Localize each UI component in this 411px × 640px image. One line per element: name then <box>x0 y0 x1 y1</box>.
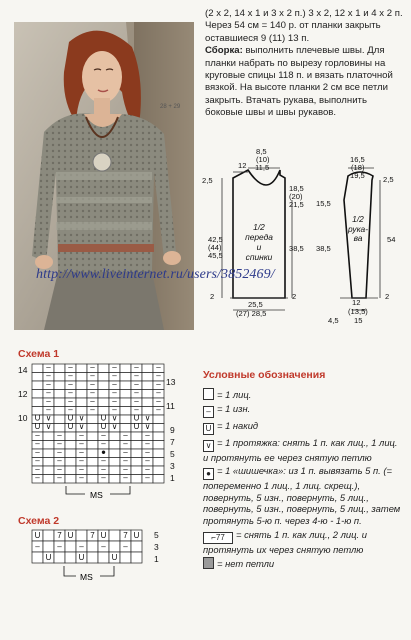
stitch-symbol: U <box>78 553 85 562</box>
stitch-symbol: – <box>57 439 62 448</box>
m-42-5: 42,5 <box>208 235 223 244</box>
m-8-5: 8,5 <box>256 147 267 156</box>
m-10: (10) <box>256 155 270 164</box>
stitch-symbol: – <box>156 405 161 414</box>
grid-cell <box>87 475 98 484</box>
stitch-symbol: – <box>90 362 95 372</box>
sleeve-label-1: 1/2 <box>352 214 364 224</box>
grid-cell <box>32 552 43 563</box>
stitch-symbol: – <box>123 464 128 474</box>
stitch-symbol: U <box>67 422 74 431</box>
legend-item-yarnover: U = 1 накид <box>203 420 403 435</box>
stitch-symbol: – <box>68 396 73 406</box>
stitch-symbol: – <box>101 430 106 440</box>
s1-row-13: 13 <box>166 377 176 387</box>
grid-cell <box>32 373 43 382</box>
grid-cell <box>153 415 164 424</box>
stitch-symbol: U <box>67 413 74 423</box>
grid-cell <box>109 466 120 475</box>
stitch-symbol: – <box>145 439 150 448</box>
stitch-symbol: – <box>90 396 95 406</box>
grid-cell <box>98 390 109 399</box>
grid-cell <box>131 552 142 563</box>
grid-cell <box>43 530 54 541</box>
stitch-symbol: – <box>101 464 106 474</box>
m-13-5: (13,5) <box>348 307 368 316</box>
stitch-symbol: – <box>156 362 161 372</box>
grid-cell <box>76 364 87 373</box>
grid-cell <box>54 398 65 407</box>
grid-cell <box>131 541 142 552</box>
grid-cell <box>32 364 43 373</box>
m-20: (20) <box>289 192 303 201</box>
grid-cell <box>54 373 65 382</box>
model-photo <box>14 22 194 330</box>
stitch-symbol: – <box>112 388 117 397</box>
stitch-symbol: – <box>134 362 139 372</box>
grid-cell <box>76 381 87 390</box>
grid-cell <box>43 432 54 441</box>
grid-cell <box>120 407 131 416</box>
grid-cell <box>120 364 131 373</box>
s2-ms-label: MS <box>80 572 93 582</box>
legend-title: Условные обозначения <box>203 369 326 381</box>
m-2c: 2 <box>385 292 390 301</box>
grid-cell <box>87 415 98 424</box>
stitch-symbol: – <box>123 456 128 465</box>
s1-row-5: 5 <box>170 449 175 459</box>
stitch-symbol: – <box>46 405 51 414</box>
stitch-symbol: – <box>35 430 40 440</box>
stitch-symbol: U <box>34 422 41 431</box>
stitch-symbol: – <box>68 371 73 380</box>
grid-cell <box>120 415 131 424</box>
grid-cell <box>76 530 87 541</box>
stitch-symbol: – <box>57 456 62 465</box>
grid-cell <box>54 407 65 416</box>
grid-cell <box>153 475 164 484</box>
stitch-symbol: U <box>133 422 140 431</box>
stitch-symbol: ∨ <box>45 413 52 423</box>
grid-cell <box>109 432 120 441</box>
sleeve-label-3: ва <box>353 233 363 243</box>
stitch-symbol: – <box>134 405 139 414</box>
grid-cell <box>153 466 164 475</box>
stitch-symbol: – <box>46 362 51 372</box>
m-2a: 2 <box>210 292 215 301</box>
grid-cell <box>65 432 76 441</box>
grid-cell <box>43 475 54 484</box>
stitch-symbol: – <box>145 473 150 482</box>
stitch-symbol: – <box>35 456 40 465</box>
grid-cell <box>87 552 98 563</box>
stitch-symbol: ∨ <box>111 413 118 423</box>
s1-row-12: 12 <box>18 389 28 399</box>
s2-row-3: 3 <box>154 542 159 552</box>
stitch-symbol: 7 <box>57 531 62 540</box>
grid-cell <box>65 441 76 450</box>
stitch-symbol: – <box>101 542 106 551</box>
grid-cell <box>87 441 98 450</box>
stitch-symbol: – <box>123 447 128 457</box>
grid-cell <box>32 390 43 399</box>
grid-cell <box>142 398 153 407</box>
stitch-symbol: – <box>145 430 150 440</box>
grid-cell <box>87 458 98 467</box>
stitch-symbol: 7 <box>123 531 128 540</box>
front-label-1: 1/2 <box>253 222 265 232</box>
stitch-symbol: – <box>156 379 161 389</box>
intro-paragraph: (2 х 2, 14 х 1 и 3 х 2 п.) 3 х 2, 12 х 1 и 4 х 2 п. Через 54 см = 140 р. от планки закрыть оставшиеся 9 (11) 13 п. <box>205 8 403 44</box>
grid-cell <box>109 449 120 458</box>
stitch-symbol: – <box>46 371 51 380</box>
stitch-symbol: – <box>101 456 106 465</box>
grid-cell <box>109 530 120 541</box>
stitch-symbol: – <box>90 388 95 397</box>
grid-cell <box>98 398 109 407</box>
purl-symbol: – <box>203 406 214 418</box>
s1-row-3: 3 <box>170 461 175 471</box>
stitch-symbol: – <box>123 542 128 551</box>
scheme2-title: Схема 2 <box>18 515 60 527</box>
grid-cell <box>131 432 142 441</box>
grid-cell <box>87 449 98 458</box>
stitch-symbol: ∨ <box>144 422 151 431</box>
stitch-symbol: – <box>145 447 150 457</box>
grid-cell <box>153 449 164 458</box>
stitch-symbol: U <box>133 531 140 540</box>
m-44: (44) <box>208 243 222 252</box>
m-38-5b: 38,5 <box>316 244 331 253</box>
m-18: (18) <box>351 163 365 172</box>
s1-row-11: 11 <box>166 401 175 411</box>
stitch-symbol: – <box>123 439 128 448</box>
grid-cell <box>87 541 98 552</box>
stitch-symbol: – <box>57 447 62 457</box>
stitch-symbol: – <box>156 371 161 380</box>
stitch-symbol: – <box>112 396 117 406</box>
grid-cell <box>131 458 142 467</box>
stitch-symbol: – <box>68 388 73 397</box>
stitch-symbol: – <box>68 405 73 414</box>
no-stitch-symbol <box>203 557 214 569</box>
grid-cell <box>87 466 98 475</box>
m-4-5: 4,5 <box>328 316 339 325</box>
grid-cell <box>131 475 142 484</box>
grid-cell <box>65 458 76 467</box>
watermark-url[interactable]: http://www.liveinternet.ru/users/3852469/ <box>36 267 275 282</box>
assembly-text: выполнить плечевые швы. Для планки набрать по вырезу горловины на круговые спицы 118 п. и вязать платочной вязкой. На высоте планки 2 см все петли закрыть. Втачать рукава, выполнить боковые швы и швы рукавов. <box>205 45 393 119</box>
grid-cell <box>120 390 131 399</box>
stitch-symbol: – <box>101 473 106 482</box>
stitch-symbol: – <box>57 430 62 440</box>
stitch-symbol: – <box>35 447 40 457</box>
stitch-symbol: ∨ <box>78 413 85 423</box>
grid-cell <box>98 373 109 382</box>
stitch-symbol: – <box>79 430 84 440</box>
stitch-symbol: ∨ <box>78 422 85 431</box>
legend-item-ssk: ∨ = 1 протяжка: снять 1 п. как лиц., 1 лиц. и протянуть ее через снятую петлю <box>203 436 398 463</box>
stitch-symbol: – <box>57 464 62 474</box>
grid-cell <box>43 541 54 552</box>
stitch-symbol: – <box>134 388 139 397</box>
assembly-paragraph <box>205 45 403 119</box>
grid-cell <box>54 552 65 563</box>
grid-cell <box>43 466 54 475</box>
grid-cell <box>131 449 142 458</box>
grid-cell <box>120 552 131 563</box>
front-label-2: переда <box>245 232 273 242</box>
grid-cell <box>131 466 142 475</box>
stitch-symbol: – <box>90 379 95 389</box>
grid-cell <box>65 449 76 458</box>
m-15: 15 <box>354 316 363 325</box>
grid-cell <box>87 432 98 441</box>
grid-cell <box>109 441 120 450</box>
sk2p-symbol: ⌐77 <box>203 532 233 544</box>
grid-cell <box>109 475 120 484</box>
stitch-symbol: – <box>90 405 95 414</box>
stitch-symbol: – <box>46 379 51 389</box>
front-label-4: спинки <box>245 252 273 262</box>
legend-item-purl: – = 1 изн. <box>203 403 403 418</box>
stitch-symbol: – <box>68 362 73 372</box>
stitch-symbol: U <box>34 413 41 423</box>
grid-cell <box>142 390 153 399</box>
grid-cell <box>65 475 76 484</box>
grid-cell <box>120 398 131 407</box>
grid-cell <box>54 415 65 424</box>
m-25-5: 25,5 <box>248 300 263 309</box>
stitch-symbol: U <box>45 553 52 562</box>
grid-cell <box>142 364 153 373</box>
stitch-symbol: – <box>145 456 150 465</box>
grid-cell <box>153 432 164 441</box>
stitch-symbol: ● <box>101 447 106 457</box>
legend-item-knit: = 1 лиц. <box>203 388 403 401</box>
stitch-symbol: – <box>79 542 84 551</box>
grid-cell <box>87 424 98 433</box>
photo-illustration <box>14 22 194 330</box>
stitch-symbol: – <box>156 396 161 406</box>
stitch-symbol: – <box>101 439 106 448</box>
m-38-5a: 38,5 <box>289 244 304 253</box>
scheme2-chart <box>14 528 184 590</box>
stitch-symbol: – <box>79 447 84 457</box>
grid-cell <box>98 381 109 390</box>
stitch-symbol: – <box>35 542 40 551</box>
grid-cell <box>76 390 87 399</box>
legend-item-no-stitch: = нет петли <box>203 557 403 570</box>
instructions-text <box>205 8 403 120</box>
stitch-symbol: ∨ <box>45 422 52 431</box>
grid-cell <box>43 449 54 458</box>
legend-list <box>203 388 403 570</box>
m-15-5: 15,5 <box>316 199 331 208</box>
scheme1-chart <box>14 362 184 504</box>
stitch-symbol: – <box>112 379 117 389</box>
stitch-symbol: – <box>134 396 139 406</box>
grid-cell <box>54 364 65 373</box>
stitch-symbol: – <box>134 371 139 380</box>
grid-cell <box>98 364 109 373</box>
stitch-symbol: – <box>79 464 84 474</box>
photo-label: 28 + 29 <box>160 104 181 110</box>
stitch-symbol: – <box>123 473 128 482</box>
m-12s: 12 <box>352 298 361 307</box>
stitch-symbol: – <box>112 362 117 372</box>
grid-cell <box>43 441 54 450</box>
grid-cell <box>142 373 153 382</box>
m-45-5: 45,5 <box>208 251 223 260</box>
grid-cell <box>120 381 131 390</box>
sleeve-label-2: рука- <box>348 224 368 234</box>
stitch-symbol: U <box>100 531 107 540</box>
legend-item-bobble: ● = 1 «шишечка»: из 1 п. вывязать 5 п. (= попеременно 1 лиц., 1 лиц. скрещ.), повернуть, 5 изн., повернуть, 5 лиц., повернуть, 5 изн., повернуть, 5 лиц., затем протянуть 5-ю п. через 4-ю - 1-ю п. <box>203 465 401 526</box>
grid-cell <box>32 381 43 390</box>
scheme1-title: Схема 1 <box>18 348 60 360</box>
stitch-symbol: – <box>112 405 117 414</box>
grid-cell <box>153 458 164 467</box>
grid-cell <box>54 390 65 399</box>
s2-row-1: 1 <box>154 554 159 564</box>
s1-row-9: 9 <box>170 425 175 435</box>
s1-row-14: 14 <box>18 365 28 375</box>
grid-cell <box>65 552 76 563</box>
stitch-symbol: – <box>123 430 128 440</box>
stitch-symbol: – <box>68 379 73 389</box>
m-19-5: 19,5 <box>350 171 365 180</box>
s2-row-5: 5 <box>154 530 159 540</box>
stitch-symbol: U <box>111 553 118 562</box>
m-18-5: 18,5 <box>289 184 304 193</box>
grid-cell <box>76 373 87 382</box>
stitch-symbol: – <box>35 473 40 482</box>
grid-cell <box>54 381 65 390</box>
s1-row-10: 10 <box>18 413 28 423</box>
stitch-symbol: 7 <box>90 531 95 540</box>
stitch-symbol: U <box>133 413 140 423</box>
grid-cell <box>98 552 109 563</box>
grid-cell <box>120 373 131 382</box>
m-27-28: (27) 28,5 <box>236 309 267 318</box>
stitch-symbol: – <box>156 388 161 397</box>
front-label-3: и <box>256 242 262 252</box>
stitch-symbol: – <box>46 396 51 406</box>
grid-cell <box>65 466 76 475</box>
grid-cell <box>153 441 164 450</box>
stitch-symbol: U <box>100 422 107 431</box>
m-2-5a: 2,5 <box>202 176 213 185</box>
yarnover-symbol: U <box>203 423 214 435</box>
stitch-symbol: – <box>79 473 84 482</box>
bobble-symbol: ● <box>203 468 214 480</box>
knit-symbol <box>203 388 214 400</box>
stitch-symbol: – <box>134 379 139 389</box>
m-12: 12 <box>238 161 247 170</box>
stitch-symbol: – <box>35 439 40 448</box>
stitch-symbol: – <box>79 439 84 448</box>
grid-cell <box>109 541 120 552</box>
stitch-symbol: – <box>57 473 62 482</box>
grid-cell <box>43 458 54 467</box>
grid-cell <box>131 441 142 450</box>
stitch-symbol: ∨ <box>111 422 118 431</box>
m-11-5: 11,5 <box>255 163 270 172</box>
m-21-5: 21,5 <box>289 200 304 209</box>
stitch-symbol: U <box>100 413 107 423</box>
stitch-symbol: – <box>90 371 95 380</box>
m-2b: 2 <box>292 292 297 301</box>
pattern-schematic <box>200 140 411 335</box>
m-54: 54 <box>387 235 396 244</box>
grid-cell <box>153 424 164 433</box>
s1-ms-label: MS <box>90 490 103 500</box>
stitch-symbol: – <box>35 464 40 474</box>
m-16-5: 16,5 <box>350 155 365 164</box>
grid-cell <box>109 458 120 467</box>
grid-cell <box>65 541 76 552</box>
ssk-symbol: ∨ <box>203 440 214 452</box>
assembly-heading: Сборка: <box>205 45 243 57</box>
stitch-symbol: ∨ <box>144 413 151 423</box>
grid-cell <box>32 398 43 407</box>
stitch-symbol: U <box>34 531 41 540</box>
m-2-5b: 2,5 <box>383 175 394 184</box>
grid-cell <box>76 398 87 407</box>
s1-row-1: 1 <box>170 473 175 483</box>
stitch-symbol: – <box>57 542 62 551</box>
stitch-symbol: U <box>67 531 74 540</box>
grid-cell <box>142 381 153 390</box>
legend-item-sk2p: ⌐77 = снять 1 п. как лиц., 2 лиц. и протянуть их через снятую петлю <box>203 528 367 555</box>
stitch-symbol: – <box>112 371 117 380</box>
s1-row-7: 7 <box>170 437 175 447</box>
stitch-symbol: – <box>79 456 84 465</box>
stitch-symbol: – <box>145 464 150 474</box>
stitch-symbol: – <box>46 388 51 397</box>
